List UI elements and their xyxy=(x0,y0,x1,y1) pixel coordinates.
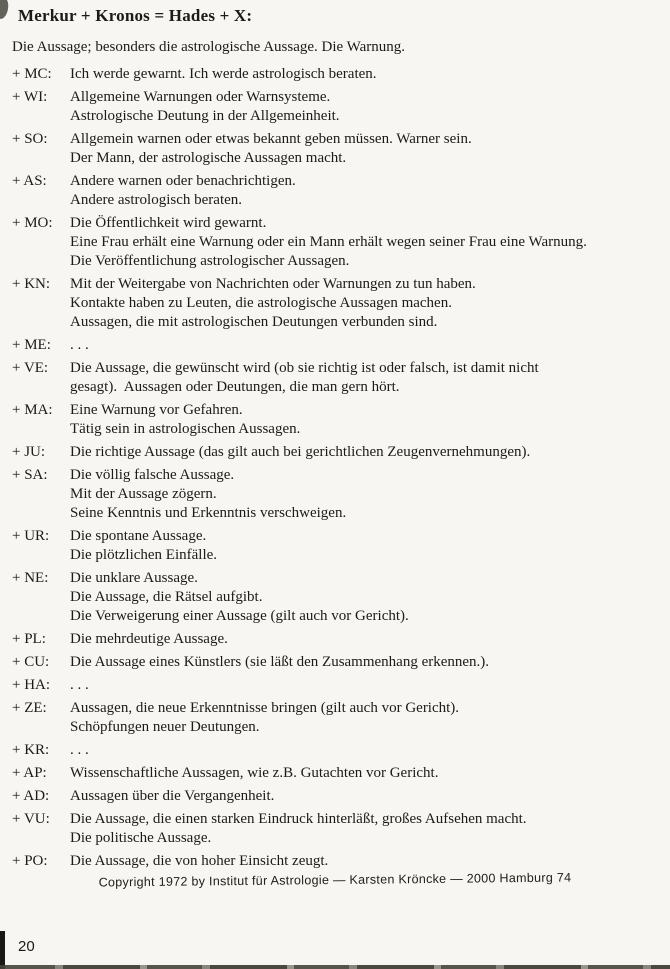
definition-entry xyxy=(12,466,662,523)
definition-entry xyxy=(12,275,662,332)
definition-text xyxy=(70,336,662,355)
definition-line: Die plötzlichen Einfälle. xyxy=(70,547,218,563)
page-number: 20 xyxy=(18,938,35,955)
definition-line: Die Verweigerung einer Aussage (gilt auch vor Gericht). xyxy=(70,608,409,624)
definition-line: Ich werde gewarnt. Ich werde astrologisch beraten. xyxy=(70,66,377,82)
definition-line: . . . xyxy=(70,677,89,693)
definition-line: Die spontane Aussage. xyxy=(70,528,207,544)
planet-label: + VU: xyxy=(12,811,50,827)
definition-entry xyxy=(12,172,662,210)
definition-line: Andere warnen oder benachrichtigen. xyxy=(70,173,296,189)
definition-line: . . . xyxy=(70,742,89,758)
definition-line: Andere astrologisch beraten. xyxy=(70,192,243,208)
definition-entry xyxy=(12,699,662,737)
planet-label: + CU: xyxy=(12,654,50,670)
definition-text xyxy=(70,65,662,84)
planet-label: + ZE: xyxy=(12,700,47,716)
planet-label: + AP: xyxy=(12,765,47,781)
definition-line: Kontakte haben zu Leuten, die astrologische Aussagen machen. xyxy=(70,295,452,311)
definition-text xyxy=(70,764,662,783)
planet-label: + KR: xyxy=(12,742,50,758)
definition-text xyxy=(70,852,662,871)
planet-label: + AS: xyxy=(12,173,47,189)
definition-line: Die Aussage eines Künstlers (sie läßt den Zusammenhang erkennen.). xyxy=(70,654,490,670)
planet-label: + NE: xyxy=(12,570,49,586)
definition-text xyxy=(70,527,662,565)
definition-text xyxy=(70,359,662,397)
definition-entry xyxy=(12,764,662,783)
scan-artifact-bottom-edge xyxy=(0,965,670,969)
planet-label: + PO: xyxy=(12,853,48,869)
definition-line: Tätig sein in astrologischen Aussagen. xyxy=(70,421,301,437)
definition-entry xyxy=(12,443,662,462)
copyright-line: Copyright 1972 by Institut für Astrologie — Karsten Kröncke — 2000 Hamburg 74 xyxy=(98,870,572,890)
definition-line: Der Mann, der astrologische Aussagen macht. xyxy=(70,150,347,166)
definition-line: Seine Kenntnis und Erkenntnis verschweigen. xyxy=(70,505,347,521)
definition-entry xyxy=(12,88,662,126)
definition-line: Mit der Weitergabe von Nachrichten oder Warnungen zu tun haben. xyxy=(70,276,476,292)
definition-line: Allgemein warnen oder etwas bekannt geben müssen. Warner sein. xyxy=(70,131,472,147)
definition-line: Aussagen über die Vergangenheit. xyxy=(70,788,275,804)
definition-line: Die Aussage, die Rätsel aufgibt. xyxy=(70,589,263,605)
definition-line: Aussagen, die mit astrologischen Deutungen verbunden sind. xyxy=(70,314,438,330)
planet-label: + MC: xyxy=(12,66,52,82)
definition-line: Die Öffentlichkeit wird gewarnt. xyxy=(70,215,267,231)
definition-entry xyxy=(12,787,662,806)
definition-line: Die Aussage, die von hoher Einsicht zeugt. xyxy=(70,853,329,869)
formula-heading: Merkur + Kronos = Hades + X: xyxy=(18,6,253,25)
definition-line: Schöpfungen neuer Deutungen. xyxy=(70,719,260,735)
definition-text xyxy=(70,275,662,332)
definition-line: Die Aussage, die gewünscht wird (ob sie richtig ist oder falsch, ist damit nicht xyxy=(70,360,539,376)
page-content xyxy=(12,6,662,875)
definition-text xyxy=(70,630,662,649)
definition-entry xyxy=(12,130,662,168)
definition-line: Mit der Aussage zögern. xyxy=(70,486,217,502)
planet-label: + UR: xyxy=(12,528,50,544)
definition-text xyxy=(70,401,662,439)
definition-text xyxy=(70,130,662,168)
scan-artifact-left-edge xyxy=(0,931,5,969)
planet-label: + MA: xyxy=(12,402,53,418)
definition-entry xyxy=(12,359,662,397)
definition-text xyxy=(70,741,662,760)
definition-entry xyxy=(12,336,662,355)
definition-line: Die richtige Aussage (das gilt auch bei gerichtlichen Zeugenvernehmungen). xyxy=(70,444,531,460)
planet-label: + HA: xyxy=(12,677,51,693)
planet-label: + SA: xyxy=(12,467,48,483)
definition-line: Eine Warnung vor Gefahren. xyxy=(70,402,243,418)
definition-line: Die unklare Aussage. xyxy=(70,570,198,586)
definition-entry xyxy=(12,741,662,760)
definition-text xyxy=(70,676,662,695)
definition-line: gesagt). Aussagen oder Deutungen, die man gern hört. xyxy=(70,379,400,395)
definition-entry xyxy=(12,569,662,626)
definition-entry xyxy=(12,810,662,848)
planet-label: + PL: xyxy=(12,631,46,647)
definition-line: . . . xyxy=(70,337,89,353)
planet-label: + VE: xyxy=(12,360,49,376)
definition-line: Allgemeine Warnungen oder Warnsysteme. xyxy=(70,89,331,105)
definition-text xyxy=(70,699,662,737)
definition-text xyxy=(70,88,662,126)
definition-entry xyxy=(12,401,662,439)
definition-text xyxy=(70,810,662,848)
definition-text xyxy=(70,653,662,672)
definition-line: Die Veröffentlichung astrologischer Aussagen. xyxy=(70,253,350,269)
definition-text xyxy=(70,569,662,626)
definition-entry xyxy=(12,214,662,271)
definition-line: Die Aussage, die einen starken Eindruck hinterläßt, großes Aufsehen macht. xyxy=(70,811,527,827)
definition-line: Aussagen, die neue Erkenntnisse bringen (gilt auch vor Gericht). xyxy=(70,700,460,716)
definition-text xyxy=(70,466,662,523)
definition-entry xyxy=(12,852,662,871)
planet-label: + ME: xyxy=(12,337,51,353)
planet-label: + KN: xyxy=(12,276,51,292)
planet-label: + SO: xyxy=(12,131,48,147)
definition-entry xyxy=(12,65,662,84)
intro-text: Die Aussage; besonders die astrologische Aussage. Die Warnung. xyxy=(12,39,406,55)
planet-label: + MO: xyxy=(12,215,53,231)
definition-entry xyxy=(12,676,662,695)
definition-line: Wissenschaftliche Aussagen, wie z.B. Gutachten vor Gericht. xyxy=(70,765,439,781)
definition-text xyxy=(70,172,662,210)
definition-line: Astrologische Deutung in der Allgemeinheit. xyxy=(70,108,340,124)
definition-line: Die völlig falsche Aussage. xyxy=(70,467,235,483)
definition-line: Die politische Aussage. xyxy=(70,830,212,846)
planet-label: + WI: xyxy=(12,89,48,105)
definition-entry xyxy=(12,630,662,649)
definition-entry xyxy=(12,653,662,672)
scan-artifact-top-left xyxy=(0,0,10,20)
definition-list xyxy=(12,65,662,871)
planet-label: + AD: xyxy=(12,788,50,804)
definition-text xyxy=(70,443,662,462)
definition-line: Die mehrdeutige Aussage. xyxy=(70,631,228,647)
definition-text xyxy=(70,214,662,271)
definition-line: Eine Frau erhält eine Warnung oder ein Mann erhält wegen seiner Frau eine Warnung. xyxy=(70,234,587,250)
definition-text xyxy=(70,787,662,806)
planet-label: + JU: xyxy=(12,444,46,460)
definition-entry xyxy=(12,527,662,565)
